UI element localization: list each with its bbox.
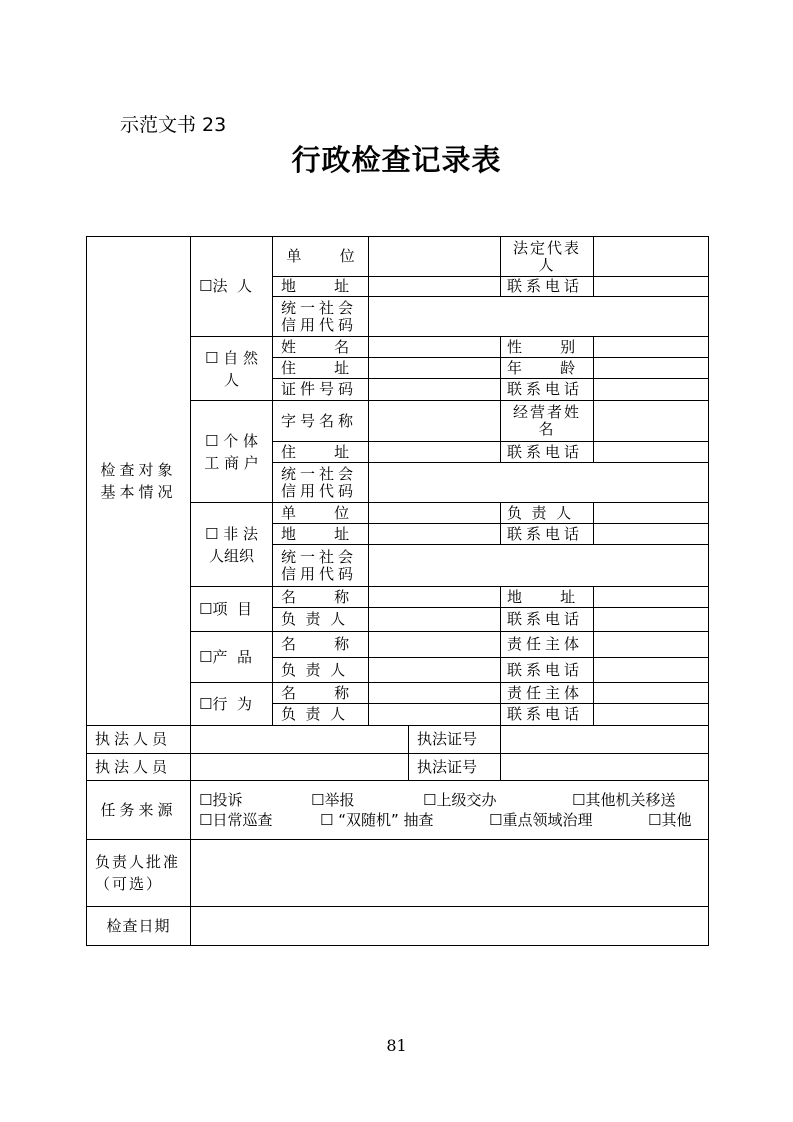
- approval-field[interactable]: [190, 839, 709, 907]
- project-address-label: 地 址: [500, 586, 594, 608]
- natural-person-name-label: 姓 名: [272, 336, 369, 358]
- task-source-random-check[interactable]: ☐ “双随机” 抽查: [320, 811, 434, 829]
- behavior-responsible-field[interactable]: [368, 703, 501, 726]
- age-field[interactable]: [593, 357, 709, 379]
- operator-name-label: 经营者姓名: [500, 400, 594, 442]
- project-address-field[interactable]: [593, 586, 709, 608]
- business-phone-field[interactable]: [593, 441, 709, 463]
- natural-person-checkbox[interactable]: ☐ 自 然 人: [190, 336, 273, 401]
- behavior-responsible-label: 负 责 人: [272, 703, 369, 726]
- trade-name-label: 字号名称: [272, 400, 369, 442]
- org-responsible-label: 负 责 人: [500, 502, 594, 524]
- officer-label-2: 执法人员: [86, 753, 191, 781]
- legal-person-unit-label: 单 位: [272, 236, 369, 277]
- legal-person-checkbox[interactable]: ☐法 人: [190, 236, 273, 337]
- business-residence-field[interactable]: [368, 441, 501, 463]
- task-source-key-area[interactable]: ☐重点领域治理: [489, 811, 593, 829]
- natural-person-phone-field[interactable]: [593, 378, 709, 401]
- org-address-label: 地 址: [272, 523, 369, 545]
- legal-person-credit-code-field[interactable]: [368, 296, 709, 337]
- trade-name-field[interactable]: [368, 400, 501, 442]
- legal-person-phone-label: 联系电话: [500, 276, 594, 297]
- project-checkbox[interactable]: ☐项 目: [190, 586, 273, 632]
- legal-person-unit-field[interactable]: [368, 236, 501, 277]
- behavior-phone-label: 联系电话: [500, 703, 594, 726]
- cert-label-1: 执法证号: [408, 725, 501, 754]
- cert-field-1[interactable]: [500, 725, 709, 754]
- project-responsible-field[interactable]: [368, 607, 501, 632]
- id-number-field[interactable]: [368, 378, 501, 401]
- legal-person-credit-code-label: 统一社会信用代码: [272, 296, 369, 337]
- business-credit-code-field[interactable]: [368, 462, 709, 503]
- cert-label-2: 执法证号: [408, 753, 501, 781]
- task-source-other-agency[interactable]: ☐其他机关移送: [572, 791, 676, 809]
- org-phone-field[interactable]: [593, 523, 709, 545]
- inspection-date-label: 检查日期: [86, 906, 191, 946]
- individual-business-checkbox[interactable]: ☐ 个 体 工 商 户: [190, 400, 273, 503]
- org-responsible-field[interactable]: [593, 502, 709, 524]
- approval-label: 负责人批准（可选）: [86, 839, 191, 907]
- legal-rep-field[interactable]: [593, 236, 709, 277]
- org-address-field[interactable]: [368, 523, 501, 545]
- age-label: 年 龄: [500, 357, 594, 379]
- project-phone-label: 联系电话: [500, 607, 594, 632]
- org-phone-label: 联系电话: [500, 523, 594, 545]
- product-subject-field[interactable]: [593, 631, 709, 658]
- org-credit-code-label: 统一社会信用代码: [272, 544, 369, 587]
- task-source-routine-patrol[interactable]: ☐日常巡查: [199, 811, 273, 829]
- product-phone-field[interactable]: [593, 657, 709, 683]
- behavior-name-field[interactable]: [368, 682, 501, 704]
- task-source-report[interactable]: ☐举报: [311, 791, 355, 809]
- project-name-field[interactable]: [368, 586, 501, 608]
- business-residence-label: 住 址: [272, 441, 369, 463]
- behavior-subject-label: 责任主体: [500, 682, 594, 704]
- inspection-date-field[interactable]: [190, 906, 709, 946]
- task-source-other[interactable]: ☐其他: [648, 811, 692, 829]
- page-number: 81: [386, 1036, 407, 1055]
- project-phone-field[interactable]: [593, 607, 709, 632]
- behavior-name-label: 名 称: [272, 682, 369, 704]
- operator-name-field[interactable]: [593, 400, 709, 442]
- product-checkbox[interactable]: ☐产 品: [190, 631, 273, 683]
- legal-person-address-label: 地 址: [272, 276, 369, 297]
- gender-field[interactable]: [593, 336, 709, 358]
- org-unit-label: 单 位: [272, 502, 369, 524]
- org-unit-field[interactable]: [368, 502, 501, 524]
- project-responsible-label: 负 责 人: [272, 607, 369, 632]
- cert-field-2[interactable]: [500, 753, 709, 781]
- legal-person-phone-field[interactable]: [593, 276, 709, 297]
- behavior-subject-field[interactable]: [593, 682, 709, 704]
- product-name-label: 名 称: [272, 631, 369, 658]
- id-number-label: 证件号码: [272, 378, 369, 401]
- natural-person-name-field[interactable]: [368, 336, 501, 358]
- natural-person-residence-field[interactable]: [368, 357, 501, 379]
- gender-label: 性 别: [500, 336, 594, 358]
- behavior-phone-field[interactable]: [593, 703, 709, 726]
- task-source-label: 任务来源: [86, 780, 191, 840]
- officer-field-1[interactable]: [190, 725, 409, 754]
- basic-info-label: 检查对象基本情况: [86, 236, 191, 726]
- product-name-field[interactable]: [368, 631, 501, 658]
- product-responsible-label: 负 责 人: [272, 657, 369, 683]
- business-phone-label: 联系电话: [500, 441, 594, 463]
- product-subject-label: 责任主体: [500, 631, 594, 658]
- task-source-complaint[interactable]: ☐投诉: [199, 791, 243, 809]
- officer-field-2[interactable]: [190, 753, 409, 781]
- behavior-checkbox[interactable]: ☐行 为: [190, 682, 273, 726]
- legal-rep-label: 法定代表人: [500, 236, 594, 277]
- task-source-assigned[interactable]: ☐上级交办: [423, 791, 497, 809]
- officer-label-1: 执法人员: [86, 725, 191, 754]
- org-credit-code-field[interactable]: [368, 544, 709, 587]
- legal-person-address-field[interactable]: [368, 276, 501, 297]
- project-name-label: 名 称: [272, 586, 369, 608]
- document-number: 示范文书 23: [120, 114, 227, 136]
- natural-person-phone-label: 联系电话: [500, 378, 594, 401]
- natural-person-residence-label: 住 址: [272, 357, 369, 379]
- task-source-options: [190, 780, 709, 840]
- non-legal-org-checkbox[interactable]: ☐ 非 法 人组织: [190, 502, 273, 587]
- product-phone-label: 联系电话: [500, 657, 594, 683]
- page-title: 行政检查记录表: [291, 143, 502, 177]
- product-responsible-field[interactable]: [368, 657, 501, 683]
- business-credit-code-label: 统一社会信用代码: [272, 462, 369, 503]
